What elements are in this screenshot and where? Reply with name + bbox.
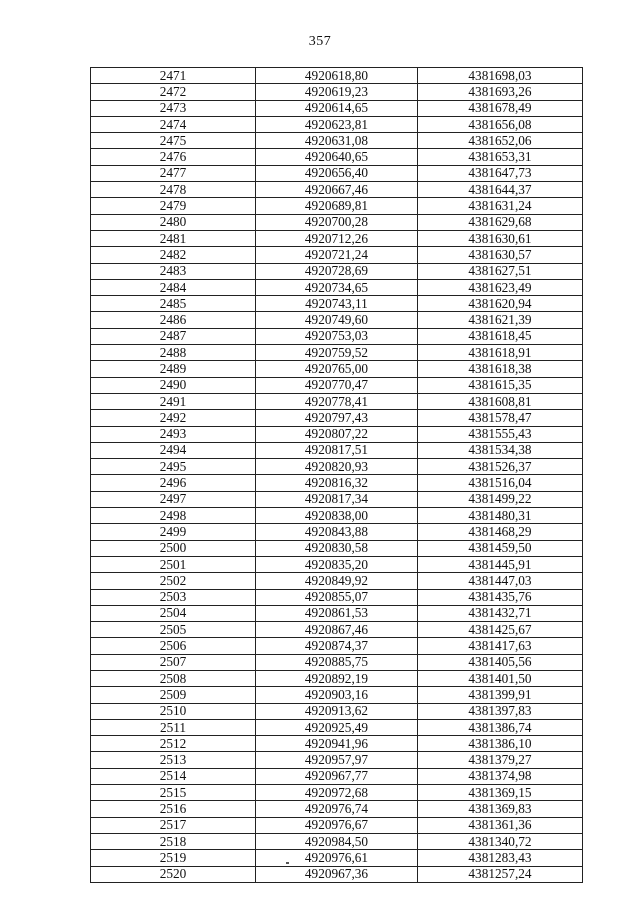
x-coordinate-cell: 4920817,51	[256, 442, 418, 458]
table-row	[91, 573, 583, 589]
point-number-cell: 2471	[91, 68, 256, 84]
point-number-cell: 2473	[91, 100, 256, 116]
y-coordinate-cell: 4381374,98	[418, 768, 583, 784]
point-number-cell: 2518	[91, 833, 256, 849]
point-number-cell: 2483	[91, 263, 256, 279]
y-coordinate-cell: 4381644,37	[418, 182, 583, 198]
x-coordinate-cell: 4920984,50	[256, 833, 418, 849]
table-row	[91, 540, 583, 556]
coordinates-table-body	[91, 68, 583, 883]
y-coordinate-cell: 4381257,24	[418, 866, 583, 882]
x-coordinate-cell: 4920874,37	[256, 638, 418, 654]
point-number-cell: 2505	[91, 622, 256, 638]
table-row	[91, 442, 583, 458]
y-coordinate-cell: 4381401,50	[418, 670, 583, 686]
table-row	[91, 654, 583, 670]
x-coordinate-cell: 4920749,60	[256, 312, 418, 328]
table-row	[91, 165, 583, 181]
y-coordinate-cell: 4381499,22	[418, 491, 583, 507]
x-coordinate-cell: 4920753,03	[256, 328, 418, 344]
point-number-cell: 2481	[91, 230, 256, 246]
y-coordinate-cell: 4381405,56	[418, 654, 583, 670]
y-coordinate-cell: 4381652,06	[418, 133, 583, 149]
table-row	[91, 214, 583, 230]
x-coordinate-cell: 4920885,75	[256, 654, 418, 670]
y-coordinate-cell: 4381621,39	[418, 312, 583, 328]
table-row	[91, 459, 583, 475]
y-coordinate-cell: 4381283,43	[418, 850, 583, 866]
y-coordinate-cell: 4381693,26	[418, 84, 583, 100]
x-coordinate-cell: 4920861,53	[256, 605, 418, 621]
x-coordinate-cell: 4920830,58	[256, 540, 418, 556]
table-row	[91, 703, 583, 719]
y-coordinate-cell: 4381631,24	[418, 198, 583, 214]
y-coordinate-cell: 4381618,38	[418, 361, 583, 377]
point-number-cell: 2519	[91, 850, 256, 866]
table-row	[91, 719, 583, 735]
y-coordinate-cell: 4381608,81	[418, 393, 583, 409]
y-coordinate-cell: 4381615,35	[418, 377, 583, 393]
x-coordinate-cell: 4920759,52	[256, 345, 418, 361]
table-row	[91, 736, 583, 752]
x-coordinate-cell: 4920689,81	[256, 198, 418, 214]
x-coordinate-cell: 4920712,26	[256, 230, 418, 246]
point-number-cell: 2511	[91, 719, 256, 735]
x-coordinate-cell: 4920728,69	[256, 263, 418, 279]
point-number-cell: 2477	[91, 165, 256, 181]
point-number-cell: 2488	[91, 345, 256, 361]
x-coordinate-cell: 4920618,80	[256, 68, 418, 84]
table-row	[91, 508, 583, 524]
point-number-cell: 2482	[91, 247, 256, 263]
x-coordinate-cell: 4920925,49	[256, 719, 418, 735]
y-coordinate-cell: 4381647,73	[418, 165, 583, 181]
y-coordinate-cell: 4381386,10	[418, 736, 583, 752]
page-number: 357	[308, 34, 332, 49]
y-coordinate-cell: 4381399,91	[418, 687, 583, 703]
point-number-cell: 2498	[91, 508, 256, 524]
x-coordinate-cell: 4920843,88	[256, 524, 418, 540]
table-row	[91, 263, 583, 279]
y-coordinate-cell: 4381379,27	[418, 752, 583, 768]
y-coordinate-cell: 4381369,15	[418, 785, 583, 801]
y-coordinate-cell: 4381425,67	[418, 622, 583, 638]
table-row	[91, 328, 583, 344]
coordinates-table	[90, 67, 583, 883]
y-coordinate-cell: 4381480,31	[418, 508, 583, 524]
point-number-cell: 2484	[91, 279, 256, 295]
table-row	[91, 361, 583, 377]
y-coordinate-cell: 4381623,49	[418, 279, 583, 295]
y-coordinate-cell: 4381678,49	[418, 100, 583, 116]
point-number-cell: 2475	[91, 133, 256, 149]
x-coordinate-cell: 4920817,34	[256, 491, 418, 507]
x-coordinate-cell: 4920972,68	[256, 785, 418, 801]
point-number-cell: 2506	[91, 638, 256, 654]
table-row	[91, 296, 583, 312]
table-row	[91, 801, 583, 817]
x-coordinate-cell: 4920631,08	[256, 133, 418, 149]
y-coordinate-cell: 4381620,94	[418, 296, 583, 312]
point-number-cell: 2520	[91, 866, 256, 882]
table-row	[91, 198, 583, 214]
y-coordinate-cell: 4381618,45	[418, 328, 583, 344]
table-row	[91, 589, 583, 605]
table-row	[91, 785, 583, 801]
y-coordinate-cell: 4381630,57	[418, 247, 583, 263]
x-coordinate-cell: 4920765,00	[256, 361, 418, 377]
point-number-cell: 2492	[91, 410, 256, 426]
x-coordinate-cell: 4920816,32	[256, 475, 418, 491]
x-coordinate-cell: 4920667,46	[256, 182, 418, 198]
y-coordinate-cell: 4381656,08	[418, 116, 583, 132]
table-row	[91, 84, 583, 100]
table-row	[91, 605, 583, 621]
y-coordinate-cell: 4381447,03	[418, 573, 583, 589]
y-coordinate-cell: 4381630,61	[418, 230, 583, 246]
point-number-cell: 2510	[91, 703, 256, 719]
table-row	[91, 768, 583, 784]
table-row	[91, 149, 583, 165]
table-row	[91, 377, 583, 393]
y-coordinate-cell: 4381386,74	[418, 719, 583, 735]
table-row	[91, 866, 583, 882]
x-coordinate-cell: 4920967,77	[256, 768, 418, 784]
point-number-cell: 2512	[91, 736, 256, 752]
table-row	[91, 524, 583, 540]
point-number-cell: 2474	[91, 116, 256, 132]
x-coordinate-cell: 4920838,00	[256, 508, 418, 524]
table-row	[91, 622, 583, 638]
y-coordinate-cell: 4381435,76	[418, 589, 583, 605]
point-number-cell: 2507	[91, 654, 256, 670]
point-number-cell: 2514	[91, 768, 256, 784]
point-number-cell: 2496	[91, 475, 256, 491]
x-coordinate-cell: 4920721,24	[256, 247, 418, 263]
table-row	[91, 133, 583, 149]
point-number-cell: 2480	[91, 214, 256, 230]
point-number-cell: 2472	[91, 84, 256, 100]
table-row	[91, 491, 583, 507]
table-row	[91, 638, 583, 654]
table-row	[91, 345, 583, 361]
x-coordinate-cell: 4920734,65	[256, 279, 418, 295]
point-number-cell: 2508	[91, 670, 256, 686]
point-number-cell: 2476	[91, 149, 256, 165]
table-row	[91, 100, 583, 116]
point-number-cell: 2495	[91, 459, 256, 475]
point-number-cell: 2515	[91, 785, 256, 801]
y-coordinate-cell: 4381432,71	[418, 605, 583, 621]
y-coordinate-cell: 4381526,37	[418, 459, 583, 475]
table-row	[91, 850, 583, 866]
table-row	[91, 410, 583, 426]
x-coordinate-cell: 4920967,36	[256, 866, 418, 882]
x-coordinate-cell: 4920855,07	[256, 589, 418, 605]
table-row	[91, 817, 583, 833]
scan-speck	[286, 862, 289, 864]
table-row	[91, 312, 583, 328]
x-coordinate-cell: 4920867,46	[256, 622, 418, 638]
table-row	[91, 426, 583, 442]
point-number-cell: 2494	[91, 442, 256, 458]
point-number-cell: 2503	[91, 589, 256, 605]
x-coordinate-cell: 4920807,22	[256, 426, 418, 442]
y-coordinate-cell: 4381698,03	[418, 68, 583, 84]
table-row	[91, 670, 583, 686]
table-row	[91, 68, 583, 84]
x-coordinate-cell: 4920957,97	[256, 752, 418, 768]
point-number-cell: 2479	[91, 198, 256, 214]
point-number-cell: 2490	[91, 377, 256, 393]
point-number-cell: 2501	[91, 556, 256, 572]
table-row	[91, 116, 583, 132]
y-coordinate-cell: 4381417,63	[418, 638, 583, 654]
point-number-cell: 2489	[91, 361, 256, 377]
point-number-cell: 2478	[91, 182, 256, 198]
x-coordinate-cell: 4920849,92	[256, 573, 418, 589]
y-coordinate-cell: 4381459,50	[418, 540, 583, 556]
table-row	[91, 393, 583, 409]
point-number-cell: 2509	[91, 687, 256, 703]
point-number-cell: 2487	[91, 328, 256, 344]
point-number-cell: 2486	[91, 312, 256, 328]
x-coordinate-cell: 4920976,74	[256, 801, 418, 817]
y-coordinate-cell: 4381578,47	[418, 410, 583, 426]
y-coordinate-cell: 4381361,36	[418, 817, 583, 833]
table-row	[91, 230, 583, 246]
y-coordinate-cell: 4381627,51	[418, 263, 583, 279]
point-number-cell: 2517	[91, 817, 256, 833]
y-coordinate-cell: 4381629,68	[418, 214, 583, 230]
x-coordinate-cell: 4920976,61	[256, 850, 418, 866]
x-coordinate-cell: 4920892,19	[256, 670, 418, 686]
x-coordinate-cell: 4920640,65	[256, 149, 418, 165]
y-coordinate-cell: 4381445,91	[418, 556, 583, 572]
x-coordinate-cell: 4920619,23	[256, 84, 418, 100]
point-number-cell: 2497	[91, 491, 256, 507]
table-row	[91, 556, 583, 572]
table-row	[91, 182, 583, 198]
x-coordinate-cell: 4920913,62	[256, 703, 418, 719]
y-coordinate-cell: 4381369,83	[418, 801, 583, 817]
point-number-cell: 2493	[91, 426, 256, 442]
table-row	[91, 247, 583, 263]
x-coordinate-cell: 4920656,40	[256, 165, 418, 181]
x-coordinate-cell: 4920743,11	[256, 296, 418, 312]
point-number-cell: 2491	[91, 393, 256, 409]
point-number-cell: 2485	[91, 296, 256, 312]
x-coordinate-cell: 4920835,20	[256, 556, 418, 572]
y-coordinate-cell: 4381468,29	[418, 524, 583, 540]
point-number-cell: 2513	[91, 752, 256, 768]
y-coordinate-cell: 4381555,43	[418, 426, 583, 442]
table-row	[91, 752, 583, 768]
x-coordinate-cell: 4920623,81	[256, 116, 418, 132]
table-row	[91, 833, 583, 849]
y-coordinate-cell: 4381653,31	[418, 149, 583, 165]
table-row	[91, 279, 583, 295]
y-coordinate-cell: 4381397,83	[418, 703, 583, 719]
table-row	[91, 475, 583, 491]
y-coordinate-cell: 4381534,38	[418, 442, 583, 458]
x-coordinate-cell: 4920770,47	[256, 377, 418, 393]
y-coordinate-cell: 4381618,91	[418, 345, 583, 361]
y-coordinate-cell: 4381516,04	[418, 475, 583, 491]
x-coordinate-cell: 4920614,65	[256, 100, 418, 116]
point-number-cell: 2502	[91, 573, 256, 589]
x-coordinate-cell: 4920797,43	[256, 410, 418, 426]
x-coordinate-cell: 4920941,96	[256, 736, 418, 752]
x-coordinate-cell: 4920976,67	[256, 817, 418, 833]
point-number-cell: 2516	[91, 801, 256, 817]
x-coordinate-cell: 4920820,93	[256, 459, 418, 475]
x-coordinate-cell: 4920778,41	[256, 393, 418, 409]
point-number-cell: 2504	[91, 605, 256, 621]
point-number-cell: 2500	[91, 540, 256, 556]
x-coordinate-cell: 4920700,28	[256, 214, 418, 230]
y-coordinate-cell: 4381340,72	[418, 833, 583, 849]
point-number-cell: 2499	[91, 524, 256, 540]
x-coordinate-cell: 4920903,16	[256, 687, 418, 703]
table-row	[91, 687, 583, 703]
